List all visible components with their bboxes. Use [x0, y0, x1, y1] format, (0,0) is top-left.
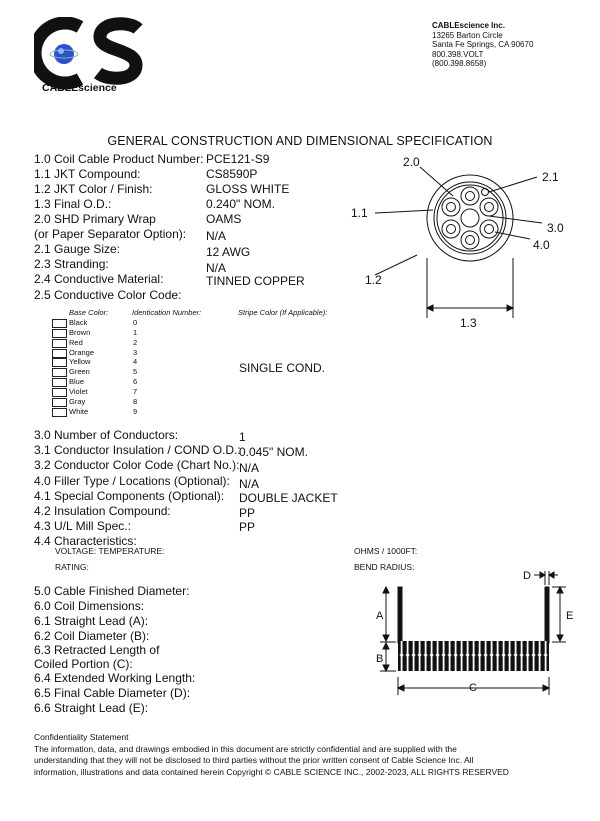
spec-label: 2.1 Gauge Size:: [34, 242, 121, 256]
spec-value: TINNED COPPER: [206, 274, 305, 288]
outer-jacket-ring: [427, 175, 513, 261]
spec-value: N/A: [239, 461, 260, 475]
company-address1: 13265 Barton Circle: [432, 30, 503, 40]
ident-number: 5: [133, 367, 138, 377]
color-swatch-box: [52, 319, 67, 328]
base-color-name: Violet: [69, 386, 88, 396]
company-phone-vanity: 800.398.VOLT: [432, 49, 484, 59]
spec-value: 0.240" NOM.: [206, 197, 275, 211]
conductor: [442, 220, 460, 238]
stripe-color-header: Stripe Color (If Applicable):: [238, 308, 328, 317]
conductor-core: [466, 192, 475, 201]
color-swatch-box: [52, 408, 67, 417]
spec-label: 1.0 Coil Cable Product Number:: [34, 152, 204, 166]
company-info: [432, 21, 533, 69]
conductor: [480, 220, 498, 238]
label-2-0: 2.0: [403, 155, 420, 169]
company-phone: (800.398.8658): [432, 59, 487, 68]
coil-spec-label: 6.3 Retracted Length of: [34, 643, 160, 657]
coil-spec-label: Coiled Portion (C):: [34, 657, 133, 671]
cable-cross-section-diagram: [345, 150, 590, 340]
spec-label: 3.2 Conductor Color Code (Chart No.):: [34, 458, 240, 472]
ohms-label: OHMS / 1000FT:: [354, 546, 418, 556]
ident-number: 0: [133, 318, 138, 327]
straight-lead-e: [545, 587, 549, 643]
ident-number: 8: [133, 396, 138, 406]
base-color-name: White: [69, 406, 89, 416]
spec-value: OAMS: [206, 212, 242, 226]
spec-value: N/A: [239, 477, 260, 491]
conductor-core: [485, 225, 494, 234]
center-conductor: [461, 209, 479, 227]
spec-label: 2.5 Conductive Color Code:: [34, 288, 182, 302]
inner-jacket-ring: [437, 185, 503, 251]
spec-value: 1: [239, 430, 246, 444]
conductor-core: [447, 225, 456, 234]
conductor: [442, 198, 460, 216]
ident-number: 7: [133, 386, 138, 396]
base-color-name: Gray: [69, 396, 86, 406]
coil-spec-label: 6.2 Coil Diameter (B):: [34, 629, 150, 643]
spec-value: CS8590P: [206, 167, 258, 181]
ident-number: 3: [133, 347, 138, 357]
page-title: GENERAL CONSTRUCTION AND DIMENSIONAL SPECIFICATION: [107, 134, 493, 148]
coil-cable-diagram: [360, 565, 590, 715]
conductor: [480, 198, 498, 216]
color-swatch-box: [52, 358, 67, 367]
ident-number: 9: [133, 406, 138, 416]
spec-label: 4.1 Special Components (Optional):: [34, 489, 225, 503]
spec-value: N/A: [206, 229, 227, 243]
base-color-name: Brown: [69, 327, 91, 337]
spec-label: 1.2 JKT Color / Finish:: [34, 182, 153, 196]
base-color-header: Base Color:: [69, 308, 109, 317]
spec-label: 4.3 U/L Mill Spec.:: [34, 519, 131, 533]
base-color-name: Green: [69, 367, 90, 377]
ident-number: 2: [133, 337, 138, 347]
spec-value: 0.045" NOM.: [239, 445, 308, 459]
spec-label: 4.2 Insulation Compound:: [34, 504, 171, 518]
base-color-name: Black: [69, 318, 88, 327]
coil-spec-label: 6.4 Extended Working Length:: [34, 671, 196, 685]
color-swatch-box: [52, 398, 67, 407]
label-2-1: 2.1: [542, 170, 559, 184]
conductor: [461, 187, 479, 205]
coil-spec-label: 6.6 Straight Lead (E):: [34, 701, 149, 715]
label-a: A: [376, 610, 384, 622]
spec-value: GLOSS WHITE: [206, 182, 290, 196]
logo-text: CABLEscience: [42, 82, 117, 93]
spec-value: PCE121-S9: [206, 152, 270, 166]
ident-number: 4: [133, 357, 138, 367]
bend-radius-label: BEND RADIUS:: [354, 562, 415, 572]
shield-ring: [434, 182, 506, 254]
spec-label: 2.0 SHD Primary Wrap: [34, 212, 156, 226]
color-swatch-box: [52, 339, 67, 348]
color-swatch-box: [52, 368, 67, 377]
straight-lead-a: [398, 587, 402, 643]
spec-value: PP: [239, 520, 256, 534]
spec-value: 12 AWG: [206, 245, 251, 259]
coil-spec-label: 6.1 Straight Lead (A):: [34, 614, 149, 628]
conductor-core: [485, 203, 494, 212]
confidentiality-statement: [34, 732, 509, 778]
color-swatch-box: [52, 388, 67, 397]
label-1-3: 1.3: [460, 316, 477, 330]
label-1-2: 1.2: [365, 273, 382, 287]
voltage-temperature-label: VOLTAGE: TEMPERATURE:: [55, 546, 165, 556]
spec-label: 4.4 Characteristics:: [34, 534, 137, 548]
confidentiality-line: information, illustrations and data contained herein Copyright © CABLE SCIENCE INC., 2002-2023, ALL RIGHTS RESERVED: [34, 766, 509, 777]
spec-label: 3.0 Number of Conductors:: [34, 428, 179, 442]
ident-number-header: Identication Number:: [132, 308, 202, 317]
base-color-name: Red: [69, 337, 83, 347]
label-d: D: [523, 570, 531, 582]
coil-spec-label: 6.5 Final Cable Diameter (D):: [34, 686, 191, 700]
label-e: E: [566, 610, 574, 622]
confidentiality-heading: Confidentiality Statement: [34, 732, 129, 742]
spec-label: 1.3 Final O.D.:: [34, 197, 112, 211]
spec-label: 4.0 Filler Type / Locations (Optional):: [34, 474, 230, 488]
spec-label: 3.1 Conductor Insulation / COND O.D.:: [34, 443, 241, 457]
spec-label: 1.1 JKT Compound:: [34, 167, 141, 181]
spec-value: PP: [239, 506, 256, 520]
label-c: C: [469, 682, 477, 694]
company-address2: Santa Fe Springs, CA 90670: [432, 40, 534, 49]
spec-label: 2.3 Stranding:: [34, 257, 109, 271]
company-name: CABLEscience Inc.: [432, 21, 505, 30]
conductor: [461, 231, 479, 249]
ident-number: 1: [133, 327, 138, 337]
confidentiality-line: understanding that they will not be disclosed to third parties without the prior written consent of Cable Science Inc. All: [34, 755, 474, 765]
conductor-core: [466, 236, 475, 245]
color-swatch-box: [52, 349, 67, 358]
base-color-name: Yellow: [69, 357, 91, 367]
color-swatch-box: [52, 329, 67, 338]
spec-label: 2.4 Conductive Material:: [34, 272, 164, 286]
spec-value: N/A: [206, 261, 227, 275]
base-color-name: Orange: [69, 347, 95, 357]
spec-value: DOUBLE JACKET: [239, 491, 338, 505]
ident-number: 6: [133, 377, 138, 387]
cablescience-logo: [34, 17, 146, 93]
label-4-0: 4.0: [533, 238, 550, 252]
conductor-core: [447, 203, 456, 212]
coil-spec-label: 5.0 Cable Finished Diameter:: [34, 584, 190, 598]
single-cond-note: SINGLE COND.: [239, 361, 326, 375]
drain-wire: [482, 189, 489, 196]
coiled-portion: [398, 641, 549, 671]
label-3-0: 3.0: [547, 221, 564, 235]
color-swatch-box: [52, 378, 67, 387]
rating-label: RATING:: [55, 562, 89, 572]
label-1-1: 1.1: [351, 206, 368, 220]
confidentiality-line: The information, data, and drawings embodied in this document are strictly confidential and are supplied with the: [34, 743, 457, 754]
label-b: B: [376, 653, 384, 665]
spec-label: (or Paper Separator Option):: [34, 227, 187, 241]
coil-spec-label: 6.0 Coil Dimensions:: [34, 599, 145, 613]
base-color-name: Blue: [69, 377, 85, 387]
